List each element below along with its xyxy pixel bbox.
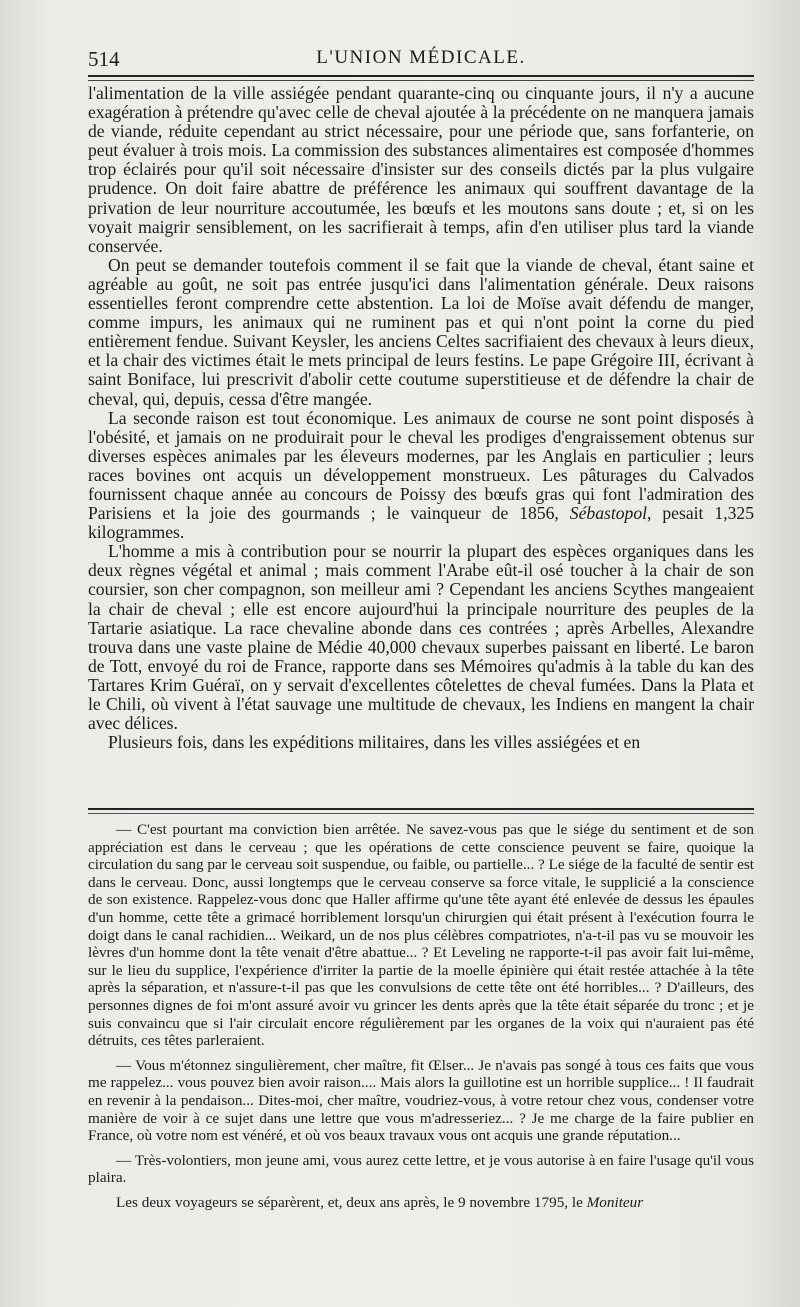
feuilleton-paragraph-1: — C'est pourtant ma conviction bien arrêtée. Ne savez-vous pas que le siége du sentiment et de son appréciation est dans le cerveau ; que les opérations de cette conscience peuvent se faire, quoique la circulation du sang par le cerveau soit suspendue, ou faible, ou partielle... ? Le siége de la faculté de sentir est dans le cerveau. Donc, aussi longtemps que le cerveau conserve sa force vitale, le supplicié a la conscience de son existence. Rappelez-vous donc que Haller affirme qu'une tête ayant été enlevée de dessus les épaules d'un homme, cette tête a grimacé horriblement lorsqu'un chirurgien qui était présent à l'exécution fourra le doigt dans le canal rachidien... Weikard, un de nos plus célèbres compatriotes, n'a-t-il pas vu se mouvoir les lèvres d'un homme dont la tête venait d'être abattue... ? Et Leveling ne rapporte-t-il pas avoir fait lui-même, sur le lieu du supplice, l'expérience d'irriter la partie de la moelle épinière qui était restée attachée à la tête après la séparation, et n'assure-t-il pas que les convulsions de cette tête ont été horribles... ? D'ailleurs, des personnes dignes de foi m'ont assuré avoir vu grincer les dents après que la tête était séparée du tronc ; et je suis convaincu que si l'air circulait encore régulièrement par les organes de la voix qui n'auraient pas été détruits, ces têtes parleraient. [88, 821, 754, 1050]
newspaper-name: Moniteur [586, 1193, 644, 1211]
horse-name: Sébastopol [569, 503, 648, 524]
feuilleton-paragraph-3: — Très-volontiers, mon jeune ami, vous aurez cette lettre, et je vous autorise à en faire l'usage qu'il vous plaira. [88, 1151, 754, 1187]
article-paragraph-3-end: , pesait 1,325 kilogrammes. [88, 503, 754, 543]
feuilleton-paragraph-4-text: Les deux voyageurs se séparèrent, et, deux ans après, le 9 novembre 1795, le [116, 1193, 587, 1211]
article-paragraph-3 [88, 409, 754, 543]
article-body [88, 84, 754, 752]
article-paragraph-1: l'alimentation de la ville assiégée pendant quarante-cinq ou cinquante jours, il n'y a aucune exagération à prétendre qu'avec celle de cheval ajoutée à la précédente on ne manquera jamais de viande, réduite cependant au strict nécessaire, pour une période que, sans forfanterie, on peut évaluer à trois mois. La commission des substances alimentaires est composée d'hommes trop éclairés pour qu'il soit nécessaire d'insister sur des conseils dictés par la plus vulgaire prudence. On doit faire abattre de préférence les animaux qui souffrent davantage de la privation de leur nourriture accoutumée, les bœufs et les moutons sans doute ; et, si on les voyait maigrir sensiblement, on les sacrifierait à temps, afin d'en utiliser plus tard la viande conservée. [88, 83, 754, 256]
header-rule [88, 75, 754, 77]
page-header [88, 44, 754, 74]
feuilleton-paragraph-2: — Vous m'étonnez singulièrement, cher maître, fit Œlser... Je n'avais pas songé à tous ces faits que vous me rappelez... vous pouvez bien avoir raison.... Mais alors la guillotine est un horrible supplice... ! Il faudrait en revenir à la pendaison... Dites-moi, cher maître, voudriez-vous, à votre retour chez vous, condenser votre manière de voir à ce sujet dans une lettre que vous m'adresseriez... ? Je me charge de la faire publier en France, où votre nom est vénéré, et où vos beaux travaux vous ont acquis une grande réputation... [88, 1056, 754, 1145]
article-paragraph-3-text: La seconde raison est tout économique. Les animaux de course ne sont point disposés à l'obésité, et jamais on ne produirait pour le cheval les prodiges d'engraissement obtenus sur diverses espèces animales par les éleveurs modernes, par les Anglais en particulier ; leurs races bovines ont acquis un développement monstrueux. Les pâturages du Calvados fournissent chaque année au concours de Poissy des bœufs gras qui font l'admiration des Parisiens et la joie des gourmands ; le vainqueur de 1856, [88, 407, 754, 524]
page-number: 514 [88, 47, 120, 71]
feuilleton-paragraph-4 [88, 1194, 754, 1212]
article-paragraph-5: Plusieurs fois, dans les expéditions militaires, dans les villes assiégées et en [108, 732, 641, 753]
article-paragraph-2: On peut se demander toutefois comment il se fait que la viande de cheval, étant saine et agréable au goût, ne soit pas entrée jusqu'ici dans l'alimentation générale. Deux raisons essentielles feront comprendre cette abstention. La loi de Moïse avait défendu de manger, comme impurs, les animaux qui ne ruminent pas et qui n'ont point la corne du pied entièrement fendue. Suivant Keysler, les anciens Celtes sacrifiaient des chevaux à leurs dieux, et la chair des victimes était le mets principal de leurs festins. Le pape Grégoire III, écrivant à saint Boniface, lui prescrivit d'abolir cette coutume superstitieuse et de défendre la chair de cheval, qui, depuis, cessa d'être mangée. [88, 254, 754, 409]
feuilleton-rule-thin [88, 813, 754, 814]
article-paragraph-4: L'homme a mis à contribution pour se nourrir la plupart des espèces organiques dans les deux règnes végétal et animal ; mais comment l'Arabe eût-il osé toucher à la chair de son coursier, son cher compagnon, son meilleur ami ? Cependant les anciens Scythes mangeaient la chair de cheval ; elle est encore aujourd'hui la principale nourriture des peuples de la Tartarie asiatique. La race chevaline abonde dans ces contrées ; après Arbelles, Alexandre trouva dans une vaste plaine de Médie 40,000 chevaux superbes paissant en liberté. Le baron de Tott, envoyé du roi de France, rapporte dans ses Mémoires qu'admis à la table du kan des Tartares Krim Guéraï, on y servait d'excellentes côtelettes de cheval fumées. Dans la Plata et le Chili, où vivent à l'état sauvage une multitude de chevaux, les Indiens en mangent la chair avec délices. [88, 541, 754, 734]
journal-title: L'UNION MÉDICALE. [316, 47, 526, 68]
header-rule-thin [88, 80, 754, 81]
feuilleton-rule [88, 808, 754, 810]
feuilleton-body [88, 821, 754, 1211]
